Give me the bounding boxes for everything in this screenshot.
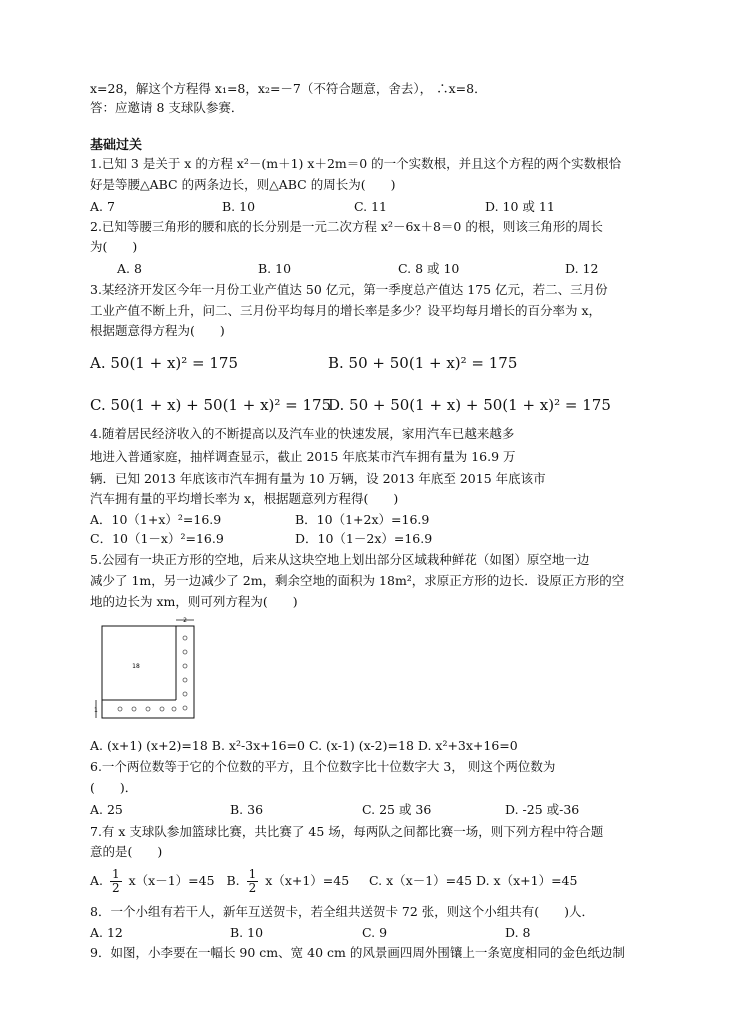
q7-option-a-expr: x（x－1）=45 — [128, 873, 215, 888]
q5-options: A. (x+1) (x+2)=18 B. x²-3x+16=0 C. (x-1) (x-2)=18 D. x²+3x+16=0 — [90, 738, 518, 753]
q8-option-d: D. 8 — [505, 925, 531, 940]
q7-option-cd: C. x（x－1）=45 D. x（x+1）=45 — [369, 873, 578, 888]
q4-line2: 地进入普通家庭，抽样调查显示，截止 2015 年底某市汽车拥有量为 16.9 万 — [90, 449, 516, 464]
q2-option-b: B. 10 — [258, 261, 292, 276]
q1-option-b: B. 10 — [222, 199, 256, 214]
q1-option-a: A. 7 — [90, 199, 115, 214]
q8-option-b: B. 10 — [230, 925, 264, 940]
q7-line2: 意的是( ) — [90, 844, 163, 859]
q8-line1: 8．一个小组有若干人，新年互送贺卡，若全组共送贺卡 72 张，则这个小组共有( )人． — [90, 904, 595, 919]
q1-line2: 好是等腰△ABC 的两条边长，则△ABC 的周长为( ) — [90, 177, 396, 192]
q6-option-c: C. 25 或 36 — [362, 802, 432, 817]
q7-option-a-label: A. — [90, 873, 104, 888]
q5-line1: 5.公园有一块正方形的空地，后来从这块空地上划出部分区域栽种鲜花（如图）原空地一边 — [90, 552, 590, 567]
answer-line: 答：应邀请 8 支球队参赛． — [90, 100, 244, 115]
q3-option-a: A. 50(1 + x)² = 175 — [90, 354, 239, 372]
section-title: 基础过关 — [90, 138, 143, 153]
area-label: 18 — [132, 663, 140, 670]
fraction-numerator: 1 — [112, 867, 120, 881]
q8-option-c: C. 9 — [362, 925, 388, 940]
q3-line2: 工业产值不断上升，问二、三月份平均每月的增长率是多少？设平均每月增长的百分率为 x， — [90, 303, 602, 318]
q8-option-a: A. 12 — [90, 925, 123, 940]
square-outline — [102, 626, 194, 718]
q3-option-b: B. 50 + 50(1 + x)² = 175 — [328, 354, 518, 372]
q6-line1: 6.一个两位数等于它的个位数的平方，且个位数字比十位数字大 3， 则这个两位数为 — [90, 759, 556, 774]
park-square-figure — [92, 616, 202, 724]
q4-option-d: D．10（1－2x）=16.9 — [295, 531, 433, 546]
fraction-denominator: 2 — [112, 881, 120, 895]
one-half-fraction — [247, 868, 259, 895]
q6-option-d: D. -25 或-36 — [505, 802, 580, 817]
side-width-label: 1 — [94, 707, 98, 714]
fraction-denominator: 2 — [248, 881, 257, 895]
q2-line2: 为( ) — [90, 239, 138, 254]
q3-line3: 根据题意得方程为( ) — [90, 323, 225, 338]
one-half-fraction — [110, 868, 122, 895]
q7-line1: 7.有 x 支球队参加篮球比赛，共比赛了 45 场，每两队之间都比赛一场，则下列方程中符合题 — [90, 824, 604, 839]
q4-line4: 汽车拥有量的平均增长率为 x，根据题意列方程得( ) — [90, 491, 399, 506]
solution-line: x=28，解这个方程得 x₁=8，x₂=－7（不符合题意，舍去）， ∴x=8． — [90, 81, 487, 96]
q7-options — [90, 868, 577, 895]
q6-option-a: A. 25 — [90, 802, 123, 817]
q9-line1: 9．如图，小李要在一幅长 90 cm、宽 40 cm 的风景画四周外围镶上一条宽度相同的金色纸边制 — [90, 945, 625, 960]
fraction-numerator: 1 — [248, 867, 257, 881]
q5-line3: 地的边长为 xm，则可列方程为( ) — [90, 594, 298, 609]
q2-line1: 2.已知等腰三角形的腰和底的长分别是一元二次方程 x²－6x＋8＝0 的根，则该三角形的周长 — [90, 219, 603, 234]
q4-line1: 4.随着居民经济收入的不断提高以及汽车业的快速发展，家用汽车已越来越多 — [90, 426, 515, 441]
q4-option-b: B．10（1+2x）=16.9 — [295, 512, 430, 527]
q3-line1: 3.某经济开发区今年一月份工业产值达 50 亿元，第一季度总产值达 175 亿元，若二、三月份 — [90, 282, 608, 297]
q7-option-b-expr: x（x+1）=45 — [265, 873, 350, 888]
q2-option-c: C. 8 或 10 — [398, 261, 460, 276]
q4-line3: 辆．已知 2013 年底该市汽车拥有量为 10 万辆，设 2013 年底至 2015 年底该市 — [90, 471, 546, 486]
q4-option-a: A．10（1+x）²=16.9 — [90, 512, 222, 527]
q7-option-b-label: B. — [226, 873, 240, 888]
q6-option-b: B. 36 — [230, 802, 264, 817]
q4-option-c: C．10（1－x）²=16.9 — [90, 531, 224, 546]
q2-option-d: D. 12 — [565, 261, 599, 276]
top-width-label: 2 — [183, 617, 187, 624]
q1-option-c: C. 11 — [354, 199, 387, 214]
q1-option-d: D. 10 或 11 — [485, 199, 555, 214]
q3-option-c: C. 50(1 + x) + 50(1 + x)² = 175 — [90, 396, 332, 414]
q6-line2: ( )． — [90, 780, 138, 795]
q3-option-d: D. 50 + 50(1 + x) + 50(1 + x)² = 175 — [328, 396, 611, 414]
q1-line1: 1.已知 3 是关于 x 的方程 x²－(m＋1) x＋2m＝0 的一个实数根，并且这个方程的两个实数根恰 — [90, 156, 622, 171]
q5-line2: 减少了 1m，另一边减少了 2m，剩余空地的面积为 18m²，求原正方形的边长．设原正方形的空 — [90, 573, 625, 588]
q2-option-a: A. 8 — [117, 261, 142, 276]
